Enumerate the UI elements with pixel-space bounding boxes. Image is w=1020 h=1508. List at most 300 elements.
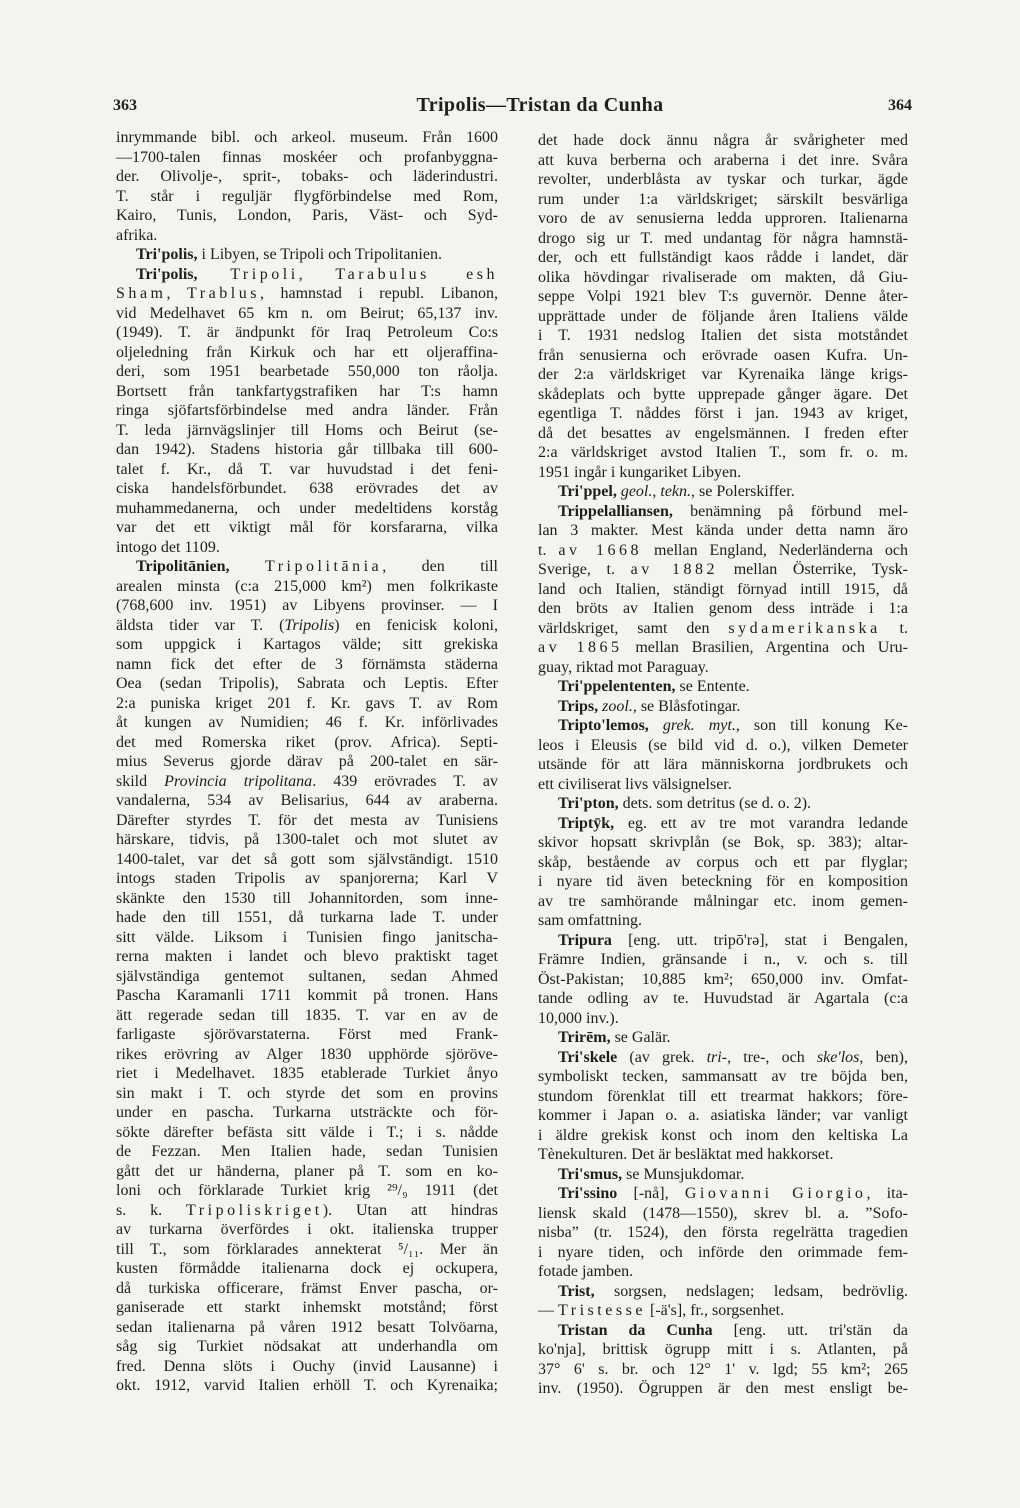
text-run: inrymmande bibl. och arkeol. museum. Från 1600 — [116, 129, 498, 146]
text-run: rikes erövring av Alger 1830 upphörde sjöröve- — [116, 1045, 498, 1063]
text-run: olika hövdingar rivaliserade om makten, då Giu- — [538, 268, 908, 286]
entry — [538, 131, 908, 482]
text-run: av 1882 — [630, 561, 719, 578]
entry — [538, 482, 908, 502]
text-line — [116, 343, 498, 363]
text-run: i nyare tiden, och införde den orimmade fem- — [538, 1243, 908, 1261]
entry — [538, 814, 908, 931]
headword: Tripto'lemos, — [558, 717, 649, 734]
text-run: . 439 erövrades T. av — [312, 772, 498, 790]
text-run: lan 3 makter. Mest kända under detta namn äro — [538, 522, 908, 539]
text-run: sydamerikanska — [728, 619, 881, 637]
text-run: kommer i Japan o. a. asiatiska länder; var vanligt — [538, 1107, 908, 1124]
text-line — [538, 892, 908, 912]
text-line — [538, 970, 908, 990]
page-number-left: 363 — [113, 97, 137, 114]
text-line — [116, 830, 498, 850]
text-run: zool. — [602, 697, 633, 715]
headword: Triptȳk, — [558, 814, 615, 832]
text-run: skivor hopsatt skrivplån (se Bok, sp. 383); altar- — [538, 834, 908, 851]
text-line — [116, 869, 498, 889]
text-line — [538, 521, 908, 541]
text-run: vandalerna, 534 av Belisarius, 644 av araberna. — [116, 792, 498, 809]
text-run: Bortsett från tankfartygstrafiken har T:s hamn — [116, 382, 498, 400]
text-run: —1700-talen finnas moskéer och profanbyggna- — [116, 148, 498, 166]
text-run: , hamnstad i republ. Libanon, — [260, 285, 498, 302]
text-run: då turkiska officerare, främst Enver pascha, or- — [116, 1279, 498, 1297]
text-line — [538, 1087, 908, 1107]
text-run: [eng. utt. tripō'rə], stat i Bengalen, — [611, 931, 908, 949]
text-line — [538, 619, 908, 639]
text-line — [116, 635, 498, 655]
text-run: seppe Volpi 1921 blev T:s guvernör. Denne åter- — [538, 288, 908, 305]
text-line — [538, 268, 908, 288]
text-run: leos i Eleusis (se bild vid d. o.), vilken Demeter — [538, 736, 908, 754]
text-run: riet i Medelhavet. 1835 etablerade Turkiet ånyo — [116, 1065, 498, 1082]
headword: Tri'polis, — [136, 265, 198, 283]
text-run: upprättade under de följande åren Italiens välde — [538, 307, 908, 325]
text-line — [116, 284, 498, 304]
text-run: det med Romerska riket (prov. Africa). Septi- — [116, 733, 498, 751]
text-line — [116, 187, 498, 207]
text-line — [116, 362, 498, 382]
text-line — [116, 1201, 498, 1221]
text-line — [538, 1184, 908, 1204]
text-line — [116, 265, 498, 285]
text-line — [116, 1084, 498, 1104]
text-run: T. leda järnvägslinjer till Homs och Beirut (se- — [116, 421, 498, 439]
text-run: 2:a världskriget avstod Italien T., som fr. o. m. — [538, 444, 908, 461]
entry — [538, 794, 908, 814]
text-line — [116, 674, 498, 694]
text-run: mellan Österrike, Tysk- — [718, 561, 909, 578]
text-run: Kairo, Tunis, London, Paris, Väst- och Syd- — [116, 207, 498, 224]
text-run: [eng. utt. tri'stän da — [712, 1321, 908, 1339]
text-line — [116, 655, 498, 675]
text-run: , den till — [382, 558, 498, 575]
text-run: under en pascha. Turkarna utsträckte och för- — [116, 1104, 498, 1121]
text-line — [116, 1181, 498, 1201]
text-run: Sham — [116, 285, 167, 302]
text-run: sorgsen, nedslagen; ledsam, bedrövlig. — [594, 1282, 908, 1300]
text-line — [116, 557, 498, 577]
text-run: såg sig Turkiet nödsakat att underhandla om — [116, 1338, 498, 1355]
text-line — [116, 811, 498, 831]
text-run: afrika. — [116, 226, 158, 244]
text-line — [538, 463, 908, 483]
entry — [116, 245, 498, 265]
entry — [116, 265, 498, 558]
text-line — [116, 1240, 498, 1260]
text-run: mius Severus gjorde därav på 200-talet en sär- — [116, 753, 498, 770]
right-column — [538, 131, 908, 1399]
entry — [538, 677, 908, 697]
entry — [538, 716, 908, 794]
text-line — [538, 365, 908, 385]
text-line — [538, 1262, 908, 1282]
text-line — [116, 167, 498, 187]
text-line — [538, 599, 908, 619]
text-run: liensk skald (1478—1550), skrev bl. a. ”Sofo- — [538, 1204, 908, 1222]
text-run: ko'nja], brittisk ögrupp mitt i s. Atlanten, på — [538, 1341, 908, 1358]
text-line — [538, 1223, 908, 1243]
text-run: 10,000 inv.). — [538, 1009, 619, 1027]
text-line — [116, 382, 498, 402]
text-run: nisba” (tr. 1524), den första regelrätta tragedien — [538, 1224, 908, 1241]
text-run: okt. 1912, varvid Italien erhöll T. och Kyrenaika; — [116, 1377, 498, 1394]
entry — [538, 1165, 908, 1185]
text-run: , ben), — [859, 1048, 909, 1066]
text-run: mellan Brasilien, Argentina och Uru- — [622, 639, 908, 656]
text-line — [116, 947, 498, 967]
text-run: ett civiliserat livs välsignelser. — [538, 775, 732, 793]
text-run: ganiserade ett starkt inhemskt motstånd; först — [116, 1299, 498, 1316]
text-line — [538, 716, 908, 736]
text-run: intogo det 1109. — [116, 538, 220, 556]
text-line — [538, 482, 908, 502]
text-run: , tre-, och — [727, 1048, 817, 1066]
headword: Tri'smus, — [558, 1165, 623, 1183]
text-run: namn fick det efter de 3 förnämsta städerna — [116, 655, 498, 673]
text-line — [116, 733, 498, 753]
text-run: Pascha Karamanli 1711 kommit på tronen. Hans — [116, 987, 498, 1004]
text-line — [116, 1123, 498, 1143]
headword: Tri'ssino — [558, 1185, 618, 1202]
text-run: som uppgick i Kartagos välde; sitt grekiska — [116, 636, 498, 653]
text-run: 1400-talet, var det så gott som självständigt. 1510 — [116, 850, 498, 868]
text-line — [538, 560, 908, 580]
text-line — [538, 287, 908, 307]
text-line — [116, 226, 498, 246]
text-run: skänkte den 1530 till Johannitorden, som inne- — [116, 889, 498, 907]
text-line — [538, 794, 908, 814]
text-line — [538, 1028, 908, 1048]
text-line — [538, 658, 908, 678]
text-line — [116, 1279, 498, 1299]
text-run: tri- — [706, 1048, 728, 1066]
text-line — [116, 148, 498, 168]
text-run: var det ett viktigt mål för korsfararna, vilka — [116, 519, 498, 536]
text-run: i nyare tid även beteckning för en komposition — [538, 873, 908, 890]
text-line — [538, 190, 908, 210]
text-line — [116, 440, 498, 460]
entry — [116, 557, 498, 1396]
text-line — [538, 326, 908, 346]
text-line — [538, 424, 908, 444]
text-run: eg. ett av tre mot varandra ledande — [614, 814, 908, 832]
entry — [538, 502, 908, 678]
text-line — [116, 1357, 498, 1377]
text-line — [116, 1006, 498, 1026]
text-run: sedan italienarna på våren 1912 besatt Tolvöarna, — [116, 1318, 498, 1336]
text-run: drogo sig ur T. med undantag för några hamnstä- — [538, 229, 908, 247]
text-run: [-nå], — [617, 1185, 685, 1202]
headword: Tri'polis, — [136, 246, 198, 263]
text-run: åt kungen av Numidien; 46 f. Kr. införlivades — [116, 714, 498, 731]
text-run: härskare, tidvis, på 1300-talet och mot slutet av — [116, 831, 498, 848]
text-run: fotade jamben. — [538, 1263, 634, 1280]
text-line — [116, 304, 498, 324]
text-line — [116, 1259, 498, 1279]
text-run: i T. 1931 nedslog Italien det sista motståndet — [538, 327, 908, 344]
text-run: sitt välde. Liksom i Tunisien fingo janitscha- — [116, 928, 498, 946]
text-line — [116, 128, 498, 148]
running-title: Tripolis—Tristan da Cunha — [416, 94, 664, 116]
text-run: se Galär. — [610, 1029, 671, 1046]
text-line — [116, 401, 498, 421]
text-run: att kuva berberna och araberna i det inre. Svåra — [538, 151, 908, 169]
text-line — [538, 1048, 908, 1068]
text-line — [116, 421, 498, 441]
text-line — [538, 131, 908, 151]
text-line — [116, 850, 498, 870]
text-run: Sverige, t. — [538, 561, 631, 578]
text-run: guay, riktad mot Paraguay. — [538, 658, 709, 676]
text-line — [538, 755, 908, 775]
left-column — [116, 128, 498, 1396]
text-line — [116, 1337, 498, 1357]
page-number-right: 364 — [888, 97, 912, 114]
text-run: Tristesse — [558, 1302, 646, 1319]
text-run: arealen minsta (c:a 215,000 km²) men folkrikaste — [116, 577, 498, 595]
text-run: Provincia tripolitana — [164, 772, 313, 790]
text-run: i Libyen, se Tripoli och Tripolitanien. — [197, 246, 442, 263]
text-run: gått det ur händerna, planer på T. som en ko- — [116, 1162, 498, 1180]
text-run: vid Medelhavet 65 km n. om Beirut; 65,137 inv. — [116, 304, 498, 322]
text-run: , se Polerskiffer. — [691, 483, 795, 500]
text-run: ). Utan att hindras — [322, 1201, 498, 1219]
text-run: ) en fenicisk koloni, — [334, 616, 498, 634]
text-line — [538, 1379, 908, 1399]
text-line — [116, 206, 498, 226]
text-run: (av grek. — [617, 1048, 707, 1066]
text-run: rum under 1:a världskriget; särskilt besvärliga — [538, 190, 908, 208]
text-run: ringa sjöfartsförbindelse med andra länder. Från — [116, 402, 498, 419]
text-run: t. — [880, 619, 908, 637]
text-line — [116, 791, 498, 811]
text-run: dets. som detritus (se d. o. 2). — [618, 795, 812, 812]
text-line — [116, 1376, 498, 1396]
text-run: talet f. Kr., då T. var huvudstad i det feni- — [116, 460, 498, 478]
text-run: der. Olivolje-, sprit-, tobaks- och läderindustri. — [116, 168, 498, 185]
text-run: , — [298, 265, 336, 283]
text-line — [538, 1009, 908, 1029]
text-run: T. står i reguljär flygförbindelse med Rom, — [116, 187, 498, 205]
headword: Trippelalliansen, — [558, 502, 673, 520]
text-run: tekn. — [660, 483, 692, 500]
text-run: Giovanni Giorgio — [684, 1185, 867, 1202]
text-run: oljeledning från Kirkuk och har ett oljeraffina- — [116, 343, 498, 361]
text-run: se Munsjukdomar. — [622, 1165, 745, 1183]
entry — [538, 1321, 908, 1399]
text-line — [116, 1045, 498, 1065]
text-run: benämning på förbund mel- — [672, 502, 908, 520]
text-line — [116, 1064, 498, 1084]
text-run: det hade dock ännu några år svårigheter med — [538, 132, 908, 149]
text-run: revolter, underblåsta av tyskar och turkar, ägde — [538, 171, 908, 188]
entry — [538, 931, 908, 1029]
text-line — [538, 989, 908, 1009]
text-run: Därefter styrdes T. för det mesta av Tunisiens — [116, 811, 498, 829]
text-run: Tarabulus esh — [335, 265, 499, 283]
text-run: då det besattes av engelsmännen. I freden efter — [538, 424, 908, 442]
text-line — [538, 833, 908, 853]
headword: Trist, — [558, 1282, 595, 1300]
text-line — [538, 1321, 908, 1341]
text-run: av tre samhörande målningar etc. inom gemen- — [538, 892, 908, 910]
text-run: (1949). T. är ändpunkt för Iraq Petroleum Co:s — [116, 324, 498, 341]
headword: Tripolitānien, — [136, 558, 230, 575]
text-run: 1951 ingår i kungariket Libyen. — [538, 463, 742, 481]
text-run: voro de av senusierna ledda upproren. Italienarna — [538, 210, 908, 227]
text-line — [538, 1067, 908, 1087]
text-run: självständiga gentemot sultanen, sedan Ahmed — [116, 967, 498, 985]
text-line — [538, 677, 908, 697]
text-line — [538, 853, 908, 873]
text-line — [116, 908, 498, 928]
text-line — [538, 580, 908, 600]
text-run: , se Blåsfotingar. — [632, 697, 741, 715]
text-run: Trablus — [187, 285, 260, 302]
text-run: muhammedanerna, och under medeltidens korståg — [116, 499, 498, 517]
text-run: Tènekulturen. Det är besläktat med hakkorset. — [538, 1146, 834, 1163]
text-line — [116, 479, 498, 499]
text-run: ätt regerade sedan till 1835. T. var en av de — [116, 1006, 498, 1024]
text-run: land och Italien, ständigt förnyad intill 1915, då — [538, 580, 908, 598]
text-run: , ita- — [866, 1185, 908, 1202]
text-run: der, och ett fullständigt kaos rådde i landet, där — [538, 249, 908, 266]
headword: Tri'pton, — [558, 795, 619, 812]
text-line — [538, 1165, 908, 1185]
text-line — [538, 814, 908, 834]
text-run: intogs staden Tripolis av spanjorerna; Karl V — [116, 870, 498, 887]
text-line — [538, 248, 908, 268]
headword: Trips, — [558, 697, 599, 715]
text-run: sam omfattning. — [538, 912, 642, 929]
text-run: av turkarna överfördes i okt. italienska trupper — [116, 1221, 498, 1238]
text-run: rerna makten i landet och blevo praktiskt taget — [116, 948, 498, 965]
text-line — [538, 1126, 908, 1146]
text-line — [538, 1282, 908, 1302]
text-run: Tripolis — [284, 616, 335, 634]
text-run: Tripolitānia — [264, 558, 383, 575]
text-run: , — [652, 483, 661, 500]
text-line — [538, 911, 908, 931]
text-run — [649, 717, 663, 734]
entry — [538, 1048, 908, 1165]
text-run: av 1865 — [538, 639, 623, 656]
text-run: äldsta tider var T. ( — [116, 616, 285, 634]
headword: Trirēm, — [558, 1029, 611, 1046]
text-run: grek. myt. — [662, 717, 736, 734]
text-line — [116, 538, 498, 558]
text-run: till T., som förklarades annekterat ⁵/₁₁. Mer än — [116, 1240, 498, 1258]
headword: Tristan da Cunha — [558, 1321, 713, 1339]
text-line — [116, 1025, 498, 1045]
text-line — [116, 1162, 498, 1182]
text-line — [538, 1360, 908, 1380]
entry — [538, 1028, 908, 1048]
text-line — [116, 323, 498, 343]
text-line — [116, 772, 498, 792]
text-line — [116, 1220, 498, 1240]
text-line — [116, 694, 498, 714]
text-run: fred. Denna slöts i Ouchy (invid Lausanne) i — [116, 1357, 498, 1375]
text-run: från senusierna och erövrade oasen Kufra. Un- — [538, 346, 908, 364]
text-line — [538, 443, 908, 463]
text-run: Tripoliskriget — [186, 1201, 323, 1219]
text-run: skåp, bestående av corpus och ett par flyglar; — [538, 853, 908, 871]
text-line — [116, 499, 498, 519]
text-run: hade den till 1551, då turkarna lade T. under — [116, 909, 498, 926]
text-line — [116, 1103, 498, 1123]
text-line — [116, 616, 498, 636]
text-line — [538, 541, 908, 561]
text-run: ske'los — [816, 1048, 860, 1066]
text-line — [538, 697, 908, 717]
text-run: Främre Indien, gränsande i n., v. och s. till — [538, 951, 908, 968]
text-run: utsände för att lära människorna jordbrukets och — [538, 756, 908, 773]
text-line — [538, 209, 908, 229]
text-line — [116, 928, 498, 948]
text-line — [538, 775, 908, 795]
text-run: inv. (1950). Ögruppen är den mest ensligt be- — [538, 1380, 908, 1397]
text-run: av 1668 — [558, 541, 643, 559]
text-line — [116, 986, 498, 1006]
text-run: [-ä's], fr., sorgsenhet. — [646, 1302, 785, 1319]
text-run: i äldre grekisk konst och inom den keltiska La — [538, 1126, 908, 1144]
text-run: sökte därefter befästa sitt välde i T.; i s. nådde — [116, 1123, 498, 1141]
entry — [538, 1282, 908, 1321]
text-line — [538, 307, 908, 327]
headword: Tri'skele — [558, 1048, 618, 1066]
text-run: den bröts av Italien genom dess inträde i 1:a — [538, 600, 908, 617]
entry — [116, 128, 498, 245]
text-run: ciska handelsförbundet. 638 erövrades det av — [116, 480, 498, 497]
text-line — [116, 1142, 498, 1162]
text-line — [538, 1243, 908, 1263]
text-line — [116, 460, 498, 480]
text-line — [538, 1145, 908, 1165]
text-run — [230, 558, 265, 575]
entry — [538, 1184, 908, 1282]
text-run: skådeplats och bytte upprepade gånger ägare. Det — [538, 385, 908, 403]
text-run: t. — [538, 541, 559, 559]
text-line — [538, 385, 908, 405]
text-line — [116, 596, 498, 616]
text-run: der 2:a världskriget var Kyrenaika länge krigs- — [538, 366, 908, 383]
text-line — [116, 1298, 498, 1318]
text-line — [538, 950, 908, 970]
text-run: geol. — [620, 483, 653, 500]
text-line — [538, 170, 908, 190]
text-run: tande odling av te. Huvudstad är Agartala (c:a — [538, 990, 908, 1007]
text-run: — — [538, 1302, 558, 1319]
text-line — [116, 889, 498, 909]
text-line — [116, 713, 498, 733]
text-line — [538, 151, 908, 171]
text-run: (768,600 inv. 1951) av Libyens provinser. — I — [116, 597, 498, 614]
text-run: skild — [116, 772, 165, 790]
text-run: mellan England, Nederländerna och — [642, 541, 908, 559]
text-line — [538, 346, 908, 366]
text-run: världskriget, samt den — [538, 619, 729, 637]
text-run: s. k. — [116, 1201, 187, 1219]
text-line — [538, 736, 908, 756]
headword: Tri'ppel, — [558, 483, 617, 500]
text-run: loni och förklarade Turkiet krig ²⁹/₉ 1911 (det — [116, 1182, 498, 1199]
text-run: Oea (sedan Tripolis), Sabrata och Leptis. Efter — [116, 675, 498, 692]
